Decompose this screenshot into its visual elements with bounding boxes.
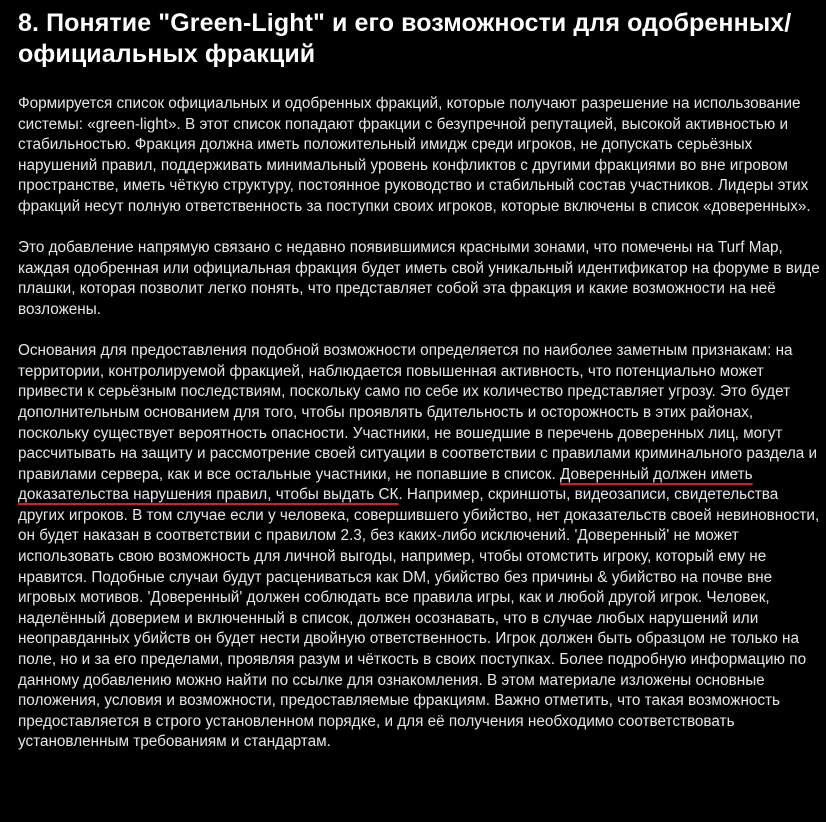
paragraph-turf-map: Это добавление напрямую связано с недавно появившимися красными зонами, что помечены на Turf Map, каждая одобренная или официальная фракция будет иметь свой уникальный идентификатор на форуме в виде плашки, которая позволит легко понять, что представляет собой эта фракция и какие возможности на неё возложены. [18, 239, 820, 318]
paragraph-green-light-list: Формируется список официальных и одобренных фракций, которые получают разрешение на использование системы: «green-light». В этот список попадают фракции с безупречной репутацией, высокой активностью и стабильностью. Фракция должна иметь положительный имидж среди игроков, не допускать серьёзных нарушений правил, поддерживать минимальный уровень конфликтов с другими фракциями во вне игровом пространстве, иметь чёткую структуру, постоянное руководство и стабильный состав участников. Лидеры этих фракций несут полную ответственность за поступки своих игроков, которые включены в список «доверенных». [18, 95, 811, 215]
paragraph-grounds-intro: Основания для предоставления подобной возможности определяется по наиболее заметным признакам: на территории, контролируемой фракцией, наблюдается повышенная активность, что потенциально может привести к серьёзным последствиям, поскольку само по себе их количество представляет угрозу. Это будет дополнительным основанием для того, чтобы проявлять бдительность и осторожность в этих районах, поскольку существует вероятность опасности. Участники, не вошедшие в перечень доверенных лиц, могут рассчитывать на защиту и рассмотрение своей ситуации в соответствии с правилами криминального раздела и правилами сервера, как и все остальные участники, не попавшие в список. [18, 342, 818, 483]
underlined-rule-evidence: Доверенный должен иметь доказательства нарушения правил, чтобы выдать СК [18, 465, 753, 504]
paragraph-grounds [18, 341, 824, 753]
paragraph-grounds-rest: . Например, скриншоты, видеозаписи, свидетельства других игроков. В том случае если у человека, совершившего убийство, нет доказательств своей невиновности, он будет наказан в соответствии с правилом 2.3, без каких-либо исключений. 'Доверенный' не может использовать свою возможность для личной выгоды, например, чтобы отомстить игроку, который ему не нравится. Подобные случаи будут расцениваться как DM, убийство без причины & убийство на почве вне игровых мотивов. 'Доверенный' должен соблюдать все правила игры, как и любой другой игрок. Человек, наделённый доверием и включенный в список, должен осознавать, что в случае любых нарушений или неоправданных убийств он будет нести двойную ответственность. Игрок должен быть образцом не только на поле, но и за его пределами, проявляя разум и чёткость в своих поступках. Более подробную информацию по данному добавлению можно найти по ссылке для ознакомления. В этом материале изложены основные положения, условия и возможности, предоставляемые фракциям. Важно отметить, что такая возможность предоставляется в строго установленном порядке, и для её получения необходимо соответствовать установленным требованиям и стандартам. [18, 486, 820, 751]
section-title: 8. Понятие "Green-Light" и его возможности для одобренных/ официальных фракций [18, 9, 792, 68]
document-section [18, 8, 824, 774]
